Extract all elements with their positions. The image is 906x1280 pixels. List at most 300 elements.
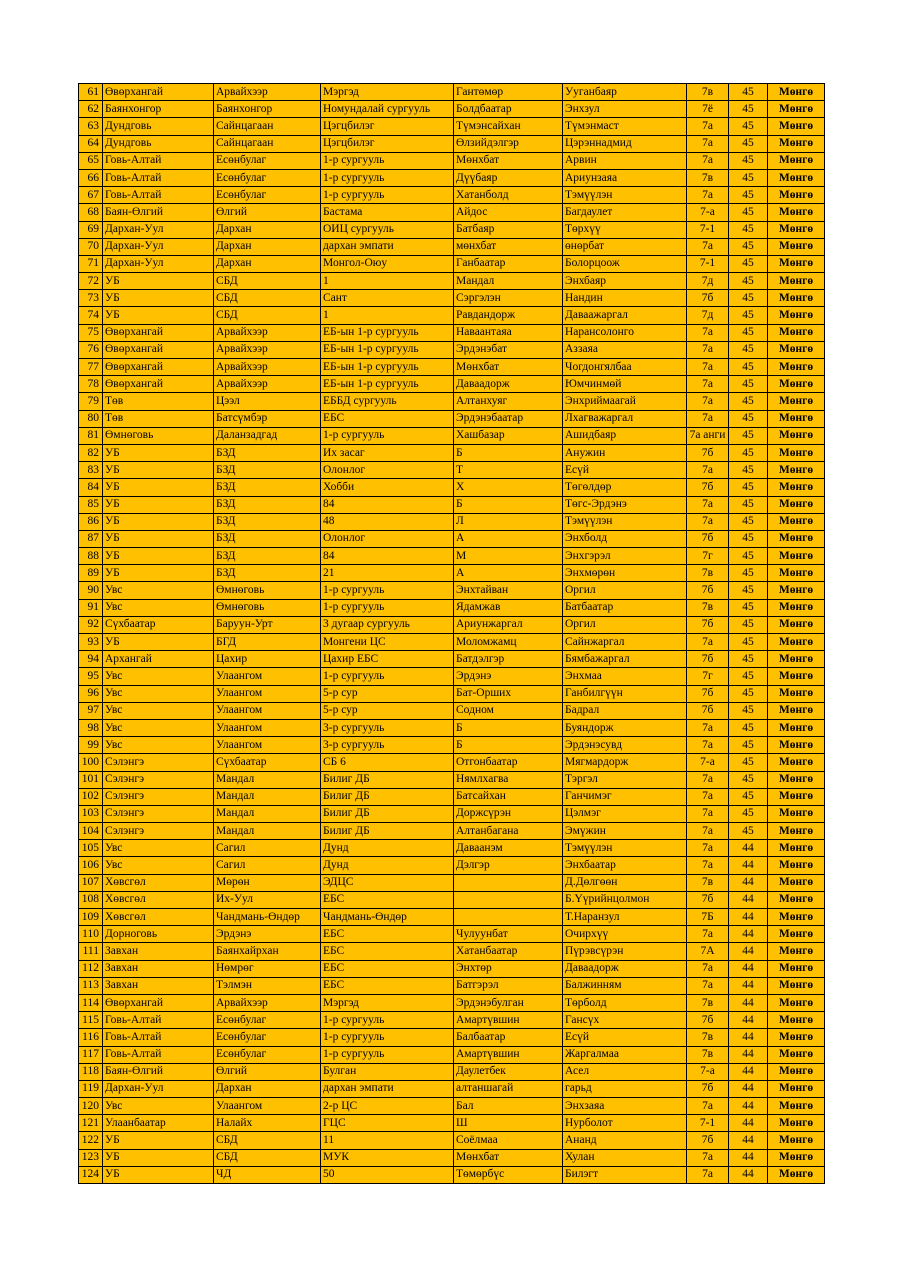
class-cell: 7а анги [687, 427, 729, 444]
table-row [79, 496, 825, 513]
class-cell: 7а [687, 1166, 729, 1183]
class-cell: 7в [687, 994, 729, 1011]
table-row [79, 994, 825, 1011]
given-name-cell: гарьд [563, 1080, 687, 1097]
district-cell: Улаангом [214, 685, 321, 702]
school-cell: Мэргэд [321, 84, 454, 101]
score-cell: 44 [729, 1115, 768, 1132]
province-cell: Говь-Алтай [103, 1029, 214, 1046]
class-cell: 7д [687, 307, 729, 324]
medal-cell: Мөнгө [768, 479, 825, 496]
medal-cell: Мөнгө [768, 1012, 825, 1029]
score-cell: 45 [729, 204, 768, 221]
school-cell: Билиг ДБ [321, 788, 454, 805]
row-number: 117 [79, 1046, 103, 1063]
school-cell: Номундалай сургууль [321, 101, 454, 118]
surname-cell: Хашбазар [454, 427, 563, 444]
province-cell: Дундговь [103, 118, 214, 135]
surname-cell: Энхтайван [454, 582, 563, 599]
district-cell: Баянхонгор [214, 101, 321, 118]
surname-cell: Эрдэнэбат [454, 341, 563, 358]
score-cell: 45 [729, 702, 768, 719]
medal-cell: Мөнгө [768, 307, 825, 324]
district-cell: Есөнбулаг [214, 152, 321, 169]
school-cell: Монгени ЦС [321, 634, 454, 651]
given-name-cell: өнөрбат [563, 238, 687, 255]
class-cell: 7-1 [687, 255, 729, 272]
school-cell: ЕБ-ын 1-р сургууль [321, 341, 454, 358]
province-cell: Увс [103, 840, 214, 857]
medal-cell: Мөнгө [768, 754, 825, 771]
score-cell: 44 [729, 909, 768, 926]
medal-cell: Мөнгө [768, 410, 825, 427]
score-cell: 45 [729, 393, 768, 410]
province-cell: Сэлэнгэ [103, 788, 214, 805]
province-cell: УБ [103, 290, 214, 307]
table-row [79, 943, 825, 960]
school-cell: 50 [321, 1166, 454, 1183]
given-name-cell: Аззаяа [563, 341, 687, 358]
surname-cell: Балбаатар [454, 1029, 563, 1046]
medal-cell: Мөнгө [768, 169, 825, 186]
province-cell: УБ [103, 634, 214, 651]
school-cell: 1-р сургууль [321, 152, 454, 169]
table-row [79, 324, 825, 341]
row-number: 77 [79, 359, 103, 376]
score-cell: 44 [729, 857, 768, 874]
table-row [79, 668, 825, 685]
province-cell: Говь-Алтай [103, 169, 214, 186]
province-cell: УБ [103, 479, 214, 496]
district-cell: Өлгий [214, 1063, 321, 1080]
score-cell: 45 [729, 187, 768, 204]
class-cell: 7б [687, 1012, 729, 1029]
score-cell: 45 [729, 290, 768, 307]
surname-cell: Хатанболд [454, 187, 563, 204]
district-cell: Сайнцагаан [214, 118, 321, 135]
school-cell: 1-р сургууль [321, 668, 454, 685]
class-cell: 7а [687, 719, 729, 736]
score-cell: 45 [729, 530, 768, 547]
score-cell: 45 [729, 376, 768, 393]
score-cell: 44 [729, 994, 768, 1011]
class-cell: 7б [687, 891, 729, 908]
medal-cell: Мөнгө [768, 187, 825, 204]
given-name-cell: Цэрэннадмид [563, 135, 687, 152]
medal-cell: Мөнгө [768, 530, 825, 547]
row-number: 86 [79, 513, 103, 530]
medal-cell: Мөнгө [768, 771, 825, 788]
table-row [79, 651, 825, 668]
given-name-cell: Б.Үүрийнцолмон [563, 891, 687, 908]
row-number: 68 [79, 204, 103, 221]
row-number: 63 [79, 118, 103, 135]
district-cell: Есөнбулаг [214, 1029, 321, 1046]
score-cell: 44 [729, 1046, 768, 1063]
score-cell: 44 [729, 960, 768, 977]
district-cell: Арвайхээр [214, 341, 321, 358]
district-cell: СБД [214, 1149, 321, 1166]
surname-cell: Хатанбаатар [454, 943, 563, 960]
surname-cell: Б [454, 444, 563, 461]
class-cell: 7б [687, 1080, 729, 1097]
score-cell: 45 [729, 135, 768, 152]
surname-cell: А [454, 530, 563, 547]
province-cell: Увс [103, 719, 214, 736]
given-name-cell: Төгөлдөр [563, 479, 687, 496]
class-cell: 7а [687, 118, 729, 135]
medal-cell: Мөнгө [768, 943, 825, 960]
district-cell: Мандал [214, 788, 321, 805]
medal-cell: Мөнгө [768, 582, 825, 599]
row-number: 112 [79, 960, 103, 977]
province-cell: Дархан-Уул [103, 255, 214, 272]
district-cell: Сайнцагаан [214, 135, 321, 152]
class-cell: 7-1 [687, 221, 729, 238]
medal-cell: Мөнгө [768, 221, 825, 238]
given-name-cell: Энхбаяр [563, 273, 687, 290]
district-cell: БЗД [214, 513, 321, 530]
surname-cell: Б [454, 737, 563, 754]
school-cell: 3-р сургууль [321, 719, 454, 736]
medal-cell: Мөнгө [768, 909, 825, 926]
class-cell: 7а [687, 1098, 729, 1115]
given-name-cell: Болорцоож [563, 255, 687, 272]
district-cell: Есөнбулаг [214, 187, 321, 204]
given-name-cell: Цэлмэг [563, 805, 687, 822]
surname-cell: Равдандорж [454, 307, 563, 324]
row-number: 62 [79, 101, 103, 118]
district-cell: Арвайхээр [214, 376, 321, 393]
table-row [79, 187, 825, 204]
row-number: 84 [79, 479, 103, 496]
surname-cell: Ядамжав [454, 599, 563, 616]
given-name-cell: Төгс-Эрдэнэ [563, 496, 687, 513]
row-number: 70 [79, 238, 103, 255]
medal-cell: Мөнгө [768, 719, 825, 736]
district-cell: Батсүмбэр [214, 410, 321, 427]
table-row [79, 1080, 825, 1097]
row-number: 85 [79, 496, 103, 513]
district-cell: Арвайхээр [214, 994, 321, 1011]
row-number: 66 [79, 169, 103, 186]
province-cell: Өвөрхангай [103, 994, 214, 1011]
school-cell: 1-р сургууль [321, 187, 454, 204]
score-cell: 45 [729, 462, 768, 479]
district-cell: Чандмань-Өндөр [214, 909, 321, 926]
school-cell: Монгол-Оюу [321, 255, 454, 272]
table-row [79, 737, 825, 754]
surname-cell: Бал [454, 1098, 563, 1115]
table-row [79, 462, 825, 479]
given-name-cell: Бямбажаргал [563, 651, 687, 668]
province-cell: УБ [103, 444, 214, 461]
given-name-cell: Нурболот [563, 1115, 687, 1132]
school-cell: ОИЦ сургууль [321, 221, 454, 238]
district-cell: Дархан [214, 238, 321, 255]
district-cell: Өмнөговь [214, 582, 321, 599]
row-number: 72 [79, 273, 103, 290]
district-cell: БЗД [214, 496, 321, 513]
school-cell: Олонлог [321, 462, 454, 479]
district-cell: БЗД [214, 548, 321, 565]
school-cell: Бастама [321, 204, 454, 221]
class-cell: 7в [687, 84, 729, 101]
surname-cell: Гантөмөр [454, 84, 563, 101]
given-name-cell: Ариунзаяа [563, 169, 687, 186]
score-cell: 44 [729, 840, 768, 857]
table-row [79, 1063, 825, 1080]
table-row [79, 84, 825, 101]
row-number: 122 [79, 1132, 103, 1149]
row-number: 69 [79, 221, 103, 238]
given-name-cell: Т.Наранзул [563, 909, 687, 926]
medal-cell: Мөнгө [768, 273, 825, 290]
given-name-cell: Юмчинмөй [563, 376, 687, 393]
school-cell: 1-р сургууль [321, 427, 454, 444]
province-cell: Дундговь [103, 135, 214, 152]
class-cell: 7б [687, 651, 729, 668]
table-row [79, 634, 825, 651]
province-cell: Завхан [103, 977, 214, 994]
table-row [79, 548, 825, 565]
school-cell: 1-р сургууль [321, 582, 454, 599]
province-cell: УБ [103, 530, 214, 547]
row-number: 90 [79, 582, 103, 599]
surname-cell: Мөнхбат [454, 359, 563, 376]
school-cell: 1-р сургууль [321, 169, 454, 186]
table-row [79, 1046, 825, 1063]
district-cell: Өлгий [214, 204, 321, 221]
surname-cell: Дүүбаяр [454, 169, 563, 186]
table-row [79, 702, 825, 719]
given-name-cell: Нандин [563, 290, 687, 307]
district-cell: Сагил [214, 840, 321, 857]
district-cell: Мөрөн [214, 874, 321, 891]
row-number: 79 [79, 393, 103, 410]
province-cell: Баян-Өлгий [103, 1063, 214, 1080]
class-cell: 7а [687, 840, 729, 857]
row-number: 113 [79, 977, 103, 994]
surname-cell: Ариунжаргал [454, 616, 563, 633]
province-cell: Хөвсгөл [103, 909, 214, 926]
province-cell: Увс [103, 599, 214, 616]
school-cell: дархан эмпати [321, 238, 454, 255]
school-cell: 1 [321, 273, 454, 290]
province-cell: Дархан-Уул [103, 221, 214, 238]
district-cell: Сагил [214, 857, 321, 874]
medal-cell: Мөнгө [768, 702, 825, 719]
row-number: 123 [79, 1149, 103, 1166]
score-cell: 45 [729, 651, 768, 668]
given-name-cell: Эрдэнэсувд [563, 737, 687, 754]
table-row [79, 582, 825, 599]
row-number: 114 [79, 994, 103, 1011]
given-name-cell: Эмүжин [563, 823, 687, 840]
surname-cell: Батдэлгэр [454, 651, 563, 668]
school-cell: Их засаг [321, 444, 454, 461]
row-number: 105 [79, 840, 103, 857]
given-name-cell: Очирхүү [563, 926, 687, 943]
class-cell: 7а [687, 359, 729, 376]
class-cell: 7б [687, 702, 729, 719]
medal-cell: Мөнгө [768, 823, 825, 840]
medal-cell: Мөнгө [768, 238, 825, 255]
medal-cell: Мөнгө [768, 496, 825, 513]
score-cell: 45 [729, 324, 768, 341]
row-number: 99 [79, 737, 103, 754]
score-cell: 45 [729, 444, 768, 461]
table-row [79, 909, 825, 926]
class-cell: 7а [687, 1149, 729, 1166]
class-cell: 7б [687, 685, 729, 702]
province-cell: Завхан [103, 943, 214, 960]
table-row [79, 118, 825, 135]
district-cell: Улаангом [214, 737, 321, 754]
surname-cell: Даулетбек [454, 1063, 563, 1080]
table-row [79, 427, 825, 444]
surname-cell: Ганбаатар [454, 255, 563, 272]
province-cell: Сэлэнгэ [103, 771, 214, 788]
school-cell: ЕБС [321, 410, 454, 427]
province-cell: Увс [103, 1098, 214, 1115]
given-name-cell: Есүй [563, 462, 687, 479]
school-cell: Цахир ЕБС [321, 651, 454, 668]
province-cell: Увс [103, 702, 214, 719]
row-number: 102 [79, 788, 103, 805]
score-cell: 45 [729, 479, 768, 496]
table-row [79, 444, 825, 461]
row-number: 73 [79, 290, 103, 307]
medal-cell: Мөнгө [768, 152, 825, 169]
surname-cell: Б [454, 719, 563, 736]
surname-cell: Ш [454, 1115, 563, 1132]
given-name-cell: Гансүх [563, 1012, 687, 1029]
row-number: 119 [79, 1080, 103, 1097]
class-cell: 7-а [687, 204, 729, 221]
table-row [79, 135, 825, 152]
province-cell: Увс [103, 685, 214, 702]
surname-cell: Эрдэнэбулган [454, 994, 563, 1011]
medal-cell: Мөнгө [768, 1166, 825, 1183]
school-cell: Мэргэд [321, 994, 454, 1011]
province-cell: Завхан [103, 960, 214, 977]
surname-cell [454, 891, 563, 908]
row-number: 82 [79, 444, 103, 461]
province-cell: Говь-Алтай [103, 1046, 214, 1063]
medal-cell: Мөнгө [768, 788, 825, 805]
school-cell: ЭДЦС [321, 874, 454, 891]
given-name-cell: Энхриймаагай [563, 393, 687, 410]
given-name-cell: Энхзаяа [563, 1098, 687, 1115]
class-cell: 7б [687, 1132, 729, 1149]
district-cell: Есөнбулаг [214, 1012, 321, 1029]
province-cell: Дархан-Уул [103, 1080, 214, 1097]
school-cell: Булган [321, 1063, 454, 1080]
table-row [79, 1115, 825, 1132]
medal-cell: Мөнгө [768, 393, 825, 410]
district-cell: Арвайхээр [214, 359, 321, 376]
row-number: 106 [79, 857, 103, 874]
row-number: 98 [79, 719, 103, 736]
school-cell: 3 дугаар сургууль [321, 616, 454, 633]
province-cell: Өвөрхангай [103, 359, 214, 376]
score-cell: 44 [729, 1149, 768, 1166]
surname-cell: Батсайхан [454, 788, 563, 805]
score-cell: 45 [729, 255, 768, 272]
medal-cell: Мөнгө [768, 960, 825, 977]
school-cell: Билиг ДБ [321, 823, 454, 840]
medal-cell: Мөнгө [768, 599, 825, 616]
school-cell: 84 [321, 496, 454, 513]
surname-cell: Даваадорж [454, 376, 563, 393]
class-cell: 7б [687, 290, 729, 307]
table-row [79, 857, 825, 874]
table-row [79, 204, 825, 221]
medal-cell: Мөнгө [768, 891, 825, 908]
school-cell: Билиг ДБ [321, 805, 454, 822]
school-cell: 84 [321, 548, 454, 565]
school-cell: ЕБ-ын 1-р сургууль [321, 359, 454, 376]
score-cell: 45 [729, 616, 768, 633]
province-cell: УБ [103, 307, 214, 324]
table-row [79, 771, 825, 788]
district-cell: БЗД [214, 479, 321, 496]
province-cell: Увс [103, 857, 214, 874]
given-name-cell: Энхболд [563, 530, 687, 547]
row-number: 88 [79, 548, 103, 565]
table-row [79, 376, 825, 393]
district-cell: СБД [214, 307, 321, 324]
medal-cell: Мөнгө [768, 1063, 825, 1080]
given-name-cell: Арвин [563, 152, 687, 169]
school-cell: Олонлог [321, 530, 454, 547]
score-cell: 45 [729, 341, 768, 358]
medal-cell: Мөнгө [768, 118, 825, 135]
school-cell: дархан эмпати [321, 1080, 454, 1097]
district-cell: Улаангом [214, 719, 321, 736]
class-cell: 7в [687, 1046, 729, 1063]
given-name-cell: Энхмөрөн [563, 565, 687, 582]
province-cell: УБ [103, 513, 214, 530]
class-cell: 7а [687, 462, 729, 479]
surname-cell [454, 909, 563, 926]
table-row [79, 255, 825, 272]
given-name-cell: Хулан [563, 1149, 687, 1166]
class-cell: 7а [687, 135, 729, 152]
class-cell: 7-а [687, 1063, 729, 1080]
province-cell: Баян-Өлгий [103, 204, 214, 221]
score-cell: 44 [729, 1029, 768, 1046]
class-cell: 7г [687, 548, 729, 565]
school-cell: 2-р ЦС [321, 1098, 454, 1115]
province-cell: УБ [103, 273, 214, 290]
medal-cell: Мөнгө [768, 341, 825, 358]
district-cell: БЗД [214, 530, 321, 547]
class-cell: 7в [687, 169, 729, 186]
province-cell: Увс [103, 582, 214, 599]
table-row [79, 1132, 825, 1149]
class-cell: 7а [687, 977, 729, 994]
table-row [79, 840, 825, 857]
school-cell: 5-р сур [321, 685, 454, 702]
district-cell: Цахир [214, 651, 321, 668]
given-name-cell: Сайнжаргал [563, 634, 687, 651]
row-number: 110 [79, 926, 103, 943]
district-cell: Улаангом [214, 702, 321, 719]
score-cell: 45 [729, 599, 768, 616]
given-name-cell: Нарансолонго [563, 324, 687, 341]
